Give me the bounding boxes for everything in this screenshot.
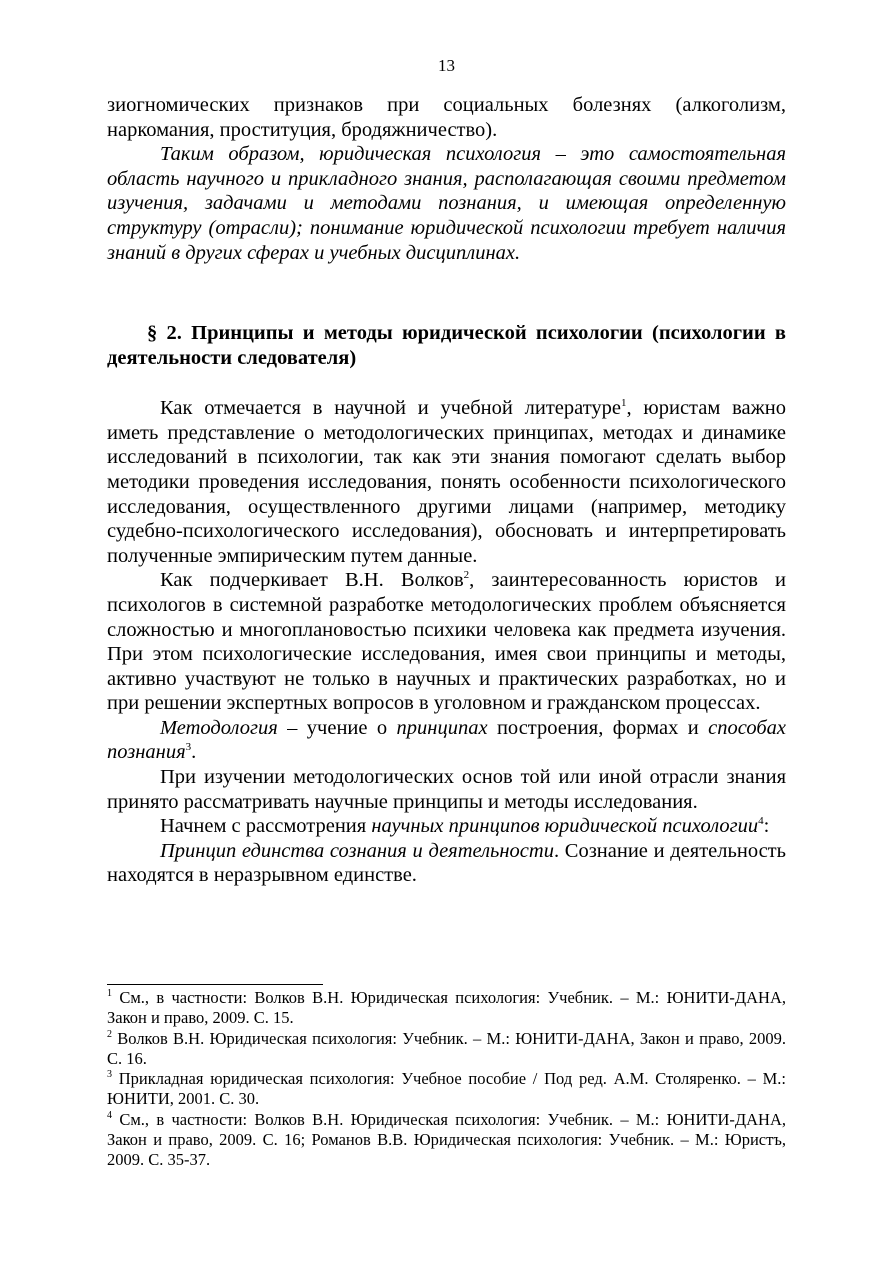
text-run: – учение о bbox=[277, 716, 397, 739]
footnote-1 bbox=[107, 988, 786, 1029]
footnote-number: 1 bbox=[107, 988, 112, 999]
footnote-4 bbox=[107, 1110, 786, 1171]
footnote-separator bbox=[107, 984, 323, 985]
text-run: Как подчеркивает В.Н. Волков bbox=[160, 569, 464, 592]
footnote-3 bbox=[107, 1069, 786, 1110]
text-run: построения, формах и bbox=[487, 716, 709, 739]
footnote-ref-3: 3 bbox=[185, 741, 192, 754]
text-run: , заинтересованность юристов и психологов в системной разработке методологических проблем объясняется сложностью и многоплановостью психики человека как предмета изучения. При этом психологические исследования, имея свои принципы и методы, активно участвуют не только в научных и практических разработках, но и при решении экспертных вопросов в уголовном и гражданском процессах. bbox=[107, 569, 787, 715]
paragraph-principles-intro bbox=[107, 814, 786, 839]
paragraph-methodology-basics: При изучении методологических основ той или иной отрасли знания принято рассматривать научные принципы и методы исследования. bbox=[107, 766, 786, 813]
text-run: : bbox=[763, 815, 770, 838]
paragraph-unity-principle bbox=[107, 839, 786, 888]
main-text bbox=[107, 93, 786, 888]
footnote-ref-4: 4 bbox=[758, 815, 764, 828]
text-run: Как отмечается в научной и учебной литературе bbox=[160, 397, 621, 420]
footnote-2 bbox=[107, 1029, 786, 1070]
footnote-ref-1: 1 bbox=[621, 397, 627, 410]
text-run: . bbox=[191, 741, 197, 764]
term-scientific-principles: научных принципов юридической психологии bbox=[371, 815, 759, 838]
term-methodology: Методология bbox=[160, 716, 278, 739]
text-run: Начнем с рассмотрения bbox=[160, 815, 372, 838]
footnote-text: См., в частности: Волков В.Н. Юридическая психология: Учебник. – М.: ЮНИТИ-ДАНА, Закон и право, 2009. С. 15. bbox=[107, 988, 786, 1028]
footnote-text: Прикладная юридическая психология: Учебное пособие / Под ред. А.М. Столяренко. – М.: ЮНИТИ, 2001. С. 30. bbox=[107, 1069, 786, 1109]
footnote-ref-2: 2 bbox=[463, 569, 470, 582]
footnote-number: 4 bbox=[107, 1109, 112, 1121]
paragraph-methodology-importance bbox=[107, 396, 786, 568]
footnote-number: 2 bbox=[107, 1028, 112, 1040]
footnote-number: 3 bbox=[107, 1069, 112, 1081]
paragraph-conclusion: Таким образом, юридическая психология – это самостоятельная область научного и прикладного знания, располагающая своими предметом изучения, задачами и методами познания, и имеющая определенную структуру (отрасли); понимание юридической психологии требует наличия знаний в других сферах и учебных дисциплинах. bbox=[107, 143, 786, 264]
paragraph-continuation: зиогномических признаков при социальных болезнях (алкоголизм, наркомания, проституция, бродяжничество). bbox=[107, 94, 786, 141]
term-principles: принципах bbox=[396, 716, 488, 739]
text-run: , юристам важно иметь представление о методологических принципах, методах и динамике исследований в психологии, так как эти знания помогают сделать выбор методики проведения исследования, понять особенности психологического исследования, осуществленного другими лицами (например, методику судебно-психологического исследования), обосновать и интерпретировать полученные эмпирическим путем данные. bbox=[107, 397, 787, 567]
section-heading: § 2. Принципы и методы юридической психологии (психологии в деятельности следователя) bbox=[107, 322, 786, 370]
term-unity-principle: Принцип единства сознания и деятельности bbox=[160, 839, 554, 862]
footnote-text: Волков В.Н. Юридическая психология: Учебник. – М.: ЮНИТИ-ДАНА, Закон и право, 2009. С. 16. bbox=[107, 1028, 786, 1068]
term-ways-of-knowing: способах познания bbox=[107, 716, 786, 764]
page-number: 13 bbox=[438, 56, 455, 75]
footnotes bbox=[107, 988, 786, 1171]
paragraph-methodology-definition bbox=[107, 716, 786, 765]
paragraph-volkov bbox=[107, 568, 786, 716]
text-run: . Сознание и деятельность находятся в неразрывном единстве. bbox=[107, 839, 786, 887]
footnote-text: См., в частности: Волков В.Н. Юридическая психология: Учебник. – М.: ЮНИТИ-ДАНА, Закон и право, 2009. С. 16; Романов В.В. Юридическая психология: Учебник. – М.: Юристъ, 2009. С. 35-37. bbox=[107, 1109, 786, 1170]
